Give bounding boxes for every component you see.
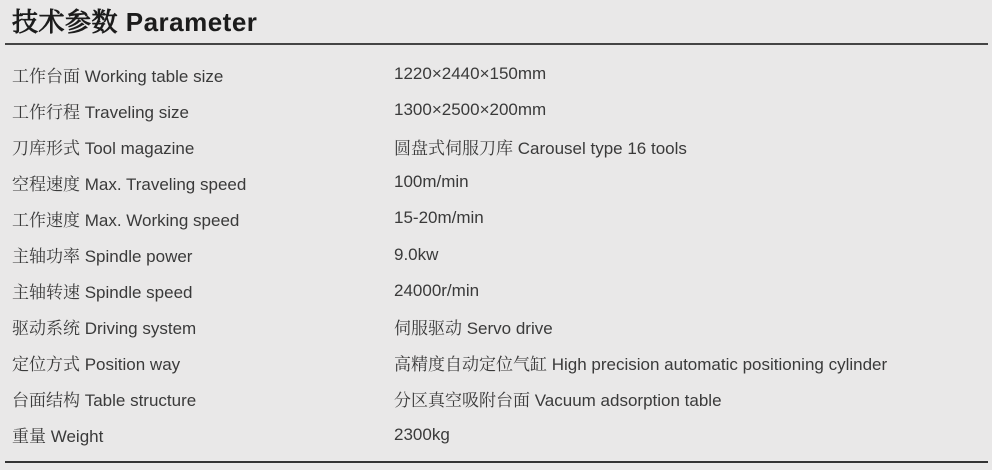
parameter-label: 空程速度 Max. Traveling speed — [12, 174, 247, 194]
table-row — [0, 417, 992, 453]
parameter-label: 主轴转速 Spindle speed — [12, 283, 193, 303]
table-row — [0, 236, 992, 272]
parameter-label: 定位方式 Position way — [12, 355, 181, 375]
parameter-value: 分区真空吸附台面 Vacuum adsorption table — [394, 391, 722, 411]
table-row — [0, 200, 992, 236]
parameter-value: 圆盘式伺服刀库 Carousel type 16 tools — [394, 138, 687, 158]
page-title: 技术参数 Parameter — [12, 7, 258, 37]
parameter-label: 驱动系统 Driving system — [12, 319, 197, 339]
parameter-label: 工作台面 Working table size — [12, 66, 224, 86]
parameter-table — [0, 56, 992, 453]
table-row — [0, 345, 992, 381]
parameter-value: 1220×2440×150mm — [394, 64, 547, 84]
table-row — [0, 128, 992, 164]
table-row — [0, 309, 992, 345]
parameter-label: 工作行程 Traveling size — [12, 102, 189, 122]
table-row — [0, 381, 992, 417]
parameter-label: 主轴功率 Spindle power — [12, 247, 193, 267]
parameter-label: 台面结构 Table structure — [12, 391, 197, 411]
table-row — [0, 273, 992, 309]
parameter-value: 9.0kw — [394, 244, 439, 264]
parameter-value: 24000r/min — [394, 280, 480, 300]
parameter-value: 高精度自动定位气缸 High precision automatic positioning cylinder — [394, 355, 888, 375]
parameter-value: 15-20m/min — [394, 208, 484, 228]
top-divider — [5, 43, 988, 45]
parameter-value: 伺服驱动 Servo drive — [394, 319, 553, 339]
parameter-label: 刀库形式 Tool magazine — [12, 138, 195, 158]
table-row — [0, 92, 992, 128]
parameter-value: 2300kg — [394, 424, 450, 444]
parameter-value: 1300×2500×200mm — [394, 100, 547, 120]
table-row — [0, 56, 992, 92]
parameter-label: 重量 Weight — [12, 427, 104, 447]
parameter-label: 工作速度 Max. Working speed — [12, 210, 240, 230]
bottom-divider — [5, 461, 988, 463]
parameter-value: 100m/min — [394, 172, 469, 192]
table-row — [0, 164, 992, 200]
